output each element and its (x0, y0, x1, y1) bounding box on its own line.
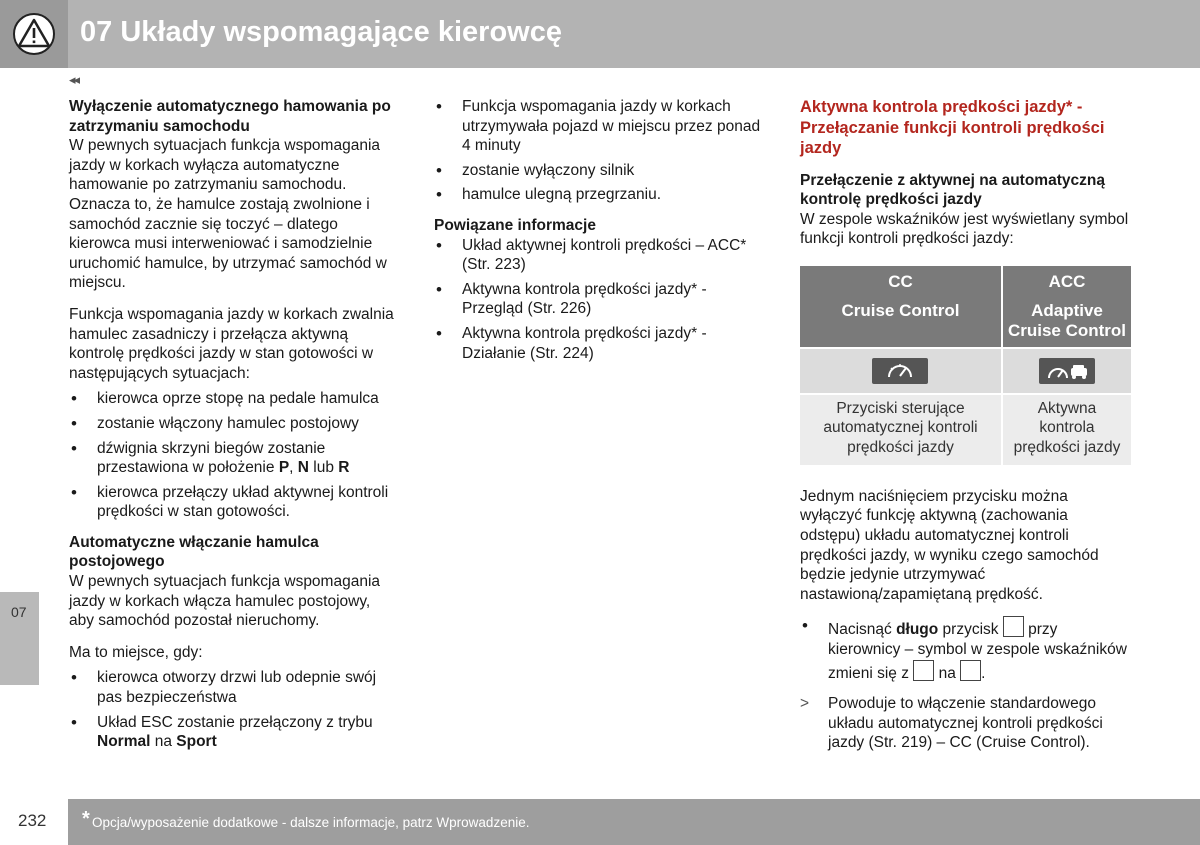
list-item: • zostanie włączony hamulec postojowy (69, 414, 399, 434)
step-item: • Nacisnąć długo przycisk przy kierownicy – symbol w zespole wskaźników zmieni się z na . (800, 616, 1131, 683)
column-3 (800, 97, 1131, 753)
section-heading: Przełączenie z aktywnej na automatyczną kontrolę prędkości jazdy (800, 171, 1105, 209)
paragraph: W pewnych sytuacjach funkcja wspomagania jazdy w korkach włącza hamulec postojowy, aby samochód pozostał nieruchomy. (69, 573, 381, 630)
paragraph: Jednym naciśnięciem przycisku można wyłączyć funkcję aktywną (zachowania odstępu) układu automatycznej kontroli prędkości jazdy, w wyniku czego samochód będzie jedynie utrzymywać nastawioną/zapamiętaną prędkość. (800, 487, 1099, 603)
section-title: Aktywna kontrola prędkości jazdy* - Przełączanie funkcji kontroli prędkości jazdy (800, 98, 1105, 157)
warning-triangle-icon (12, 12, 56, 56)
paragraph: Ma to miejsce, gdy: (69, 643, 203, 661)
list-item: • dźwignia skrzyni biegów zostanie przestawiona w położenie P, N lub R (69, 439, 399, 478)
side-tab-label: 07 (11, 604, 27, 620)
paragraph: Funkcja wspomagania jazdy w korkach zwalnia hamulec zasadniczy i przełącza aktywną kontrolę prędkości jazdy w stan gotowości w następujących sytuacjach: (69, 305, 394, 382)
section-heading: Wyłączenie automatycznego hamowania po zatrzymaniu samochodu (69, 98, 391, 135)
steering-button-icon (1003, 616, 1024, 637)
footer-note: Opcja/wyposażenie dodatkowe - dalsze informacje, patrz Wprowadzenie. (92, 815, 530, 830)
related-link[interactable]: • Układ aktywnej kontroli prędkości – ACC* (Str. 223) (434, 236, 769, 275)
list-item: • kierowca oprze stopę na pedale hamulca (69, 389, 399, 409)
page-number: 232 (18, 811, 47, 830)
adaptive-cruise-car-icon (1039, 358, 1095, 384)
result-item: > Powoduje to włączenie standardowego układu automatycznej kontroli prędkości jazdy (Str. 219) – CC (Cruise Control). (800, 694, 1131, 753)
paragraph: W zespole wskaźników jest wyświetlany symbol funkcji kontroli prędkości jazdy: (800, 210, 1129, 248)
footer-star: * (82, 808, 90, 830)
list-item: • hamulce ulegną przegrzaniu. (434, 185, 769, 205)
table-cell: Przyciski sterujące automatycznej kontroli prędkości jazdy (800, 395, 1001, 465)
list-item: • Układ ESC zostanie przełączony z trybu Normal na Sport (69, 713, 399, 752)
table-cell (1003, 349, 1131, 393)
cruise-mode-table (798, 264, 1133, 467)
list-item: • zostanie wyłączony silnik (434, 161, 769, 181)
condition-list (69, 389, 399, 522)
previous-page-icon[interactable]: ◂◂ (69, 72, 79, 87)
step-list (800, 616, 1131, 683)
header-icon-box (0, 0, 68, 68)
list-item: • Funkcja wspomagania jazdy w korkach utrzymywała pojazd w miejscu przez ponad 4 minuty (434, 97, 769, 156)
footer (68, 799, 1200, 845)
chapter-title: 07 Układy wspomagające kierowcę (80, 16, 562, 48)
list-item: • kierowca otworzy drzwi lub odepnie swój pas bezpieczeństwa (69, 668, 399, 707)
table-cell (800, 349, 1001, 393)
section-heading: Automatyczne włączanie hamulca postojowego (69, 533, 319, 571)
chapter-header (0, 0, 1200, 68)
table-header-acc: ACC Adaptive Cruise Control (1003, 266, 1131, 347)
related-link[interactable]: • Aktywna kontrola prędkości jazdy* - Działanie (Str. 224) (434, 324, 769, 363)
condition-list (434, 97, 769, 205)
cc-symbol-icon (960, 660, 981, 681)
paragraph: W pewnych sytuacjach funkcja wspomagania jazdy w korkach wyłącza automatyczne hamowanie po zatrzymaniu samochodu. Oznacza to, że hamulce zostają zwolnione i samochód zacznie się toczyć – dlatego kierowca musi interweniować i samodzielnie uruchomić hamulce, by utrzymać samochód w miejscu. (69, 137, 387, 292)
table-header-cc: CC Cruise Control (800, 266, 1001, 347)
related-heading: Powiązane informacje (434, 216, 596, 234)
column-1 (69, 97, 399, 757)
related-links (434, 236, 769, 364)
column-2 (434, 97, 769, 368)
related-link[interactable]: • Aktywna kontrola prędkości jazdy* - Przegląd (Str. 226) (434, 280, 769, 319)
list-item: • kierowca przełączy układ aktywnej kontroli prędkości w stan gotowości. (69, 483, 399, 522)
condition-list (69, 668, 399, 751)
chapter-side-tab[interactable] (0, 592, 39, 685)
table-cell: Aktywna kontrola prędkości jazdy (1003, 395, 1131, 465)
acc-symbol-icon (913, 660, 934, 681)
cruise-control-gauge-icon (872, 358, 928, 384)
